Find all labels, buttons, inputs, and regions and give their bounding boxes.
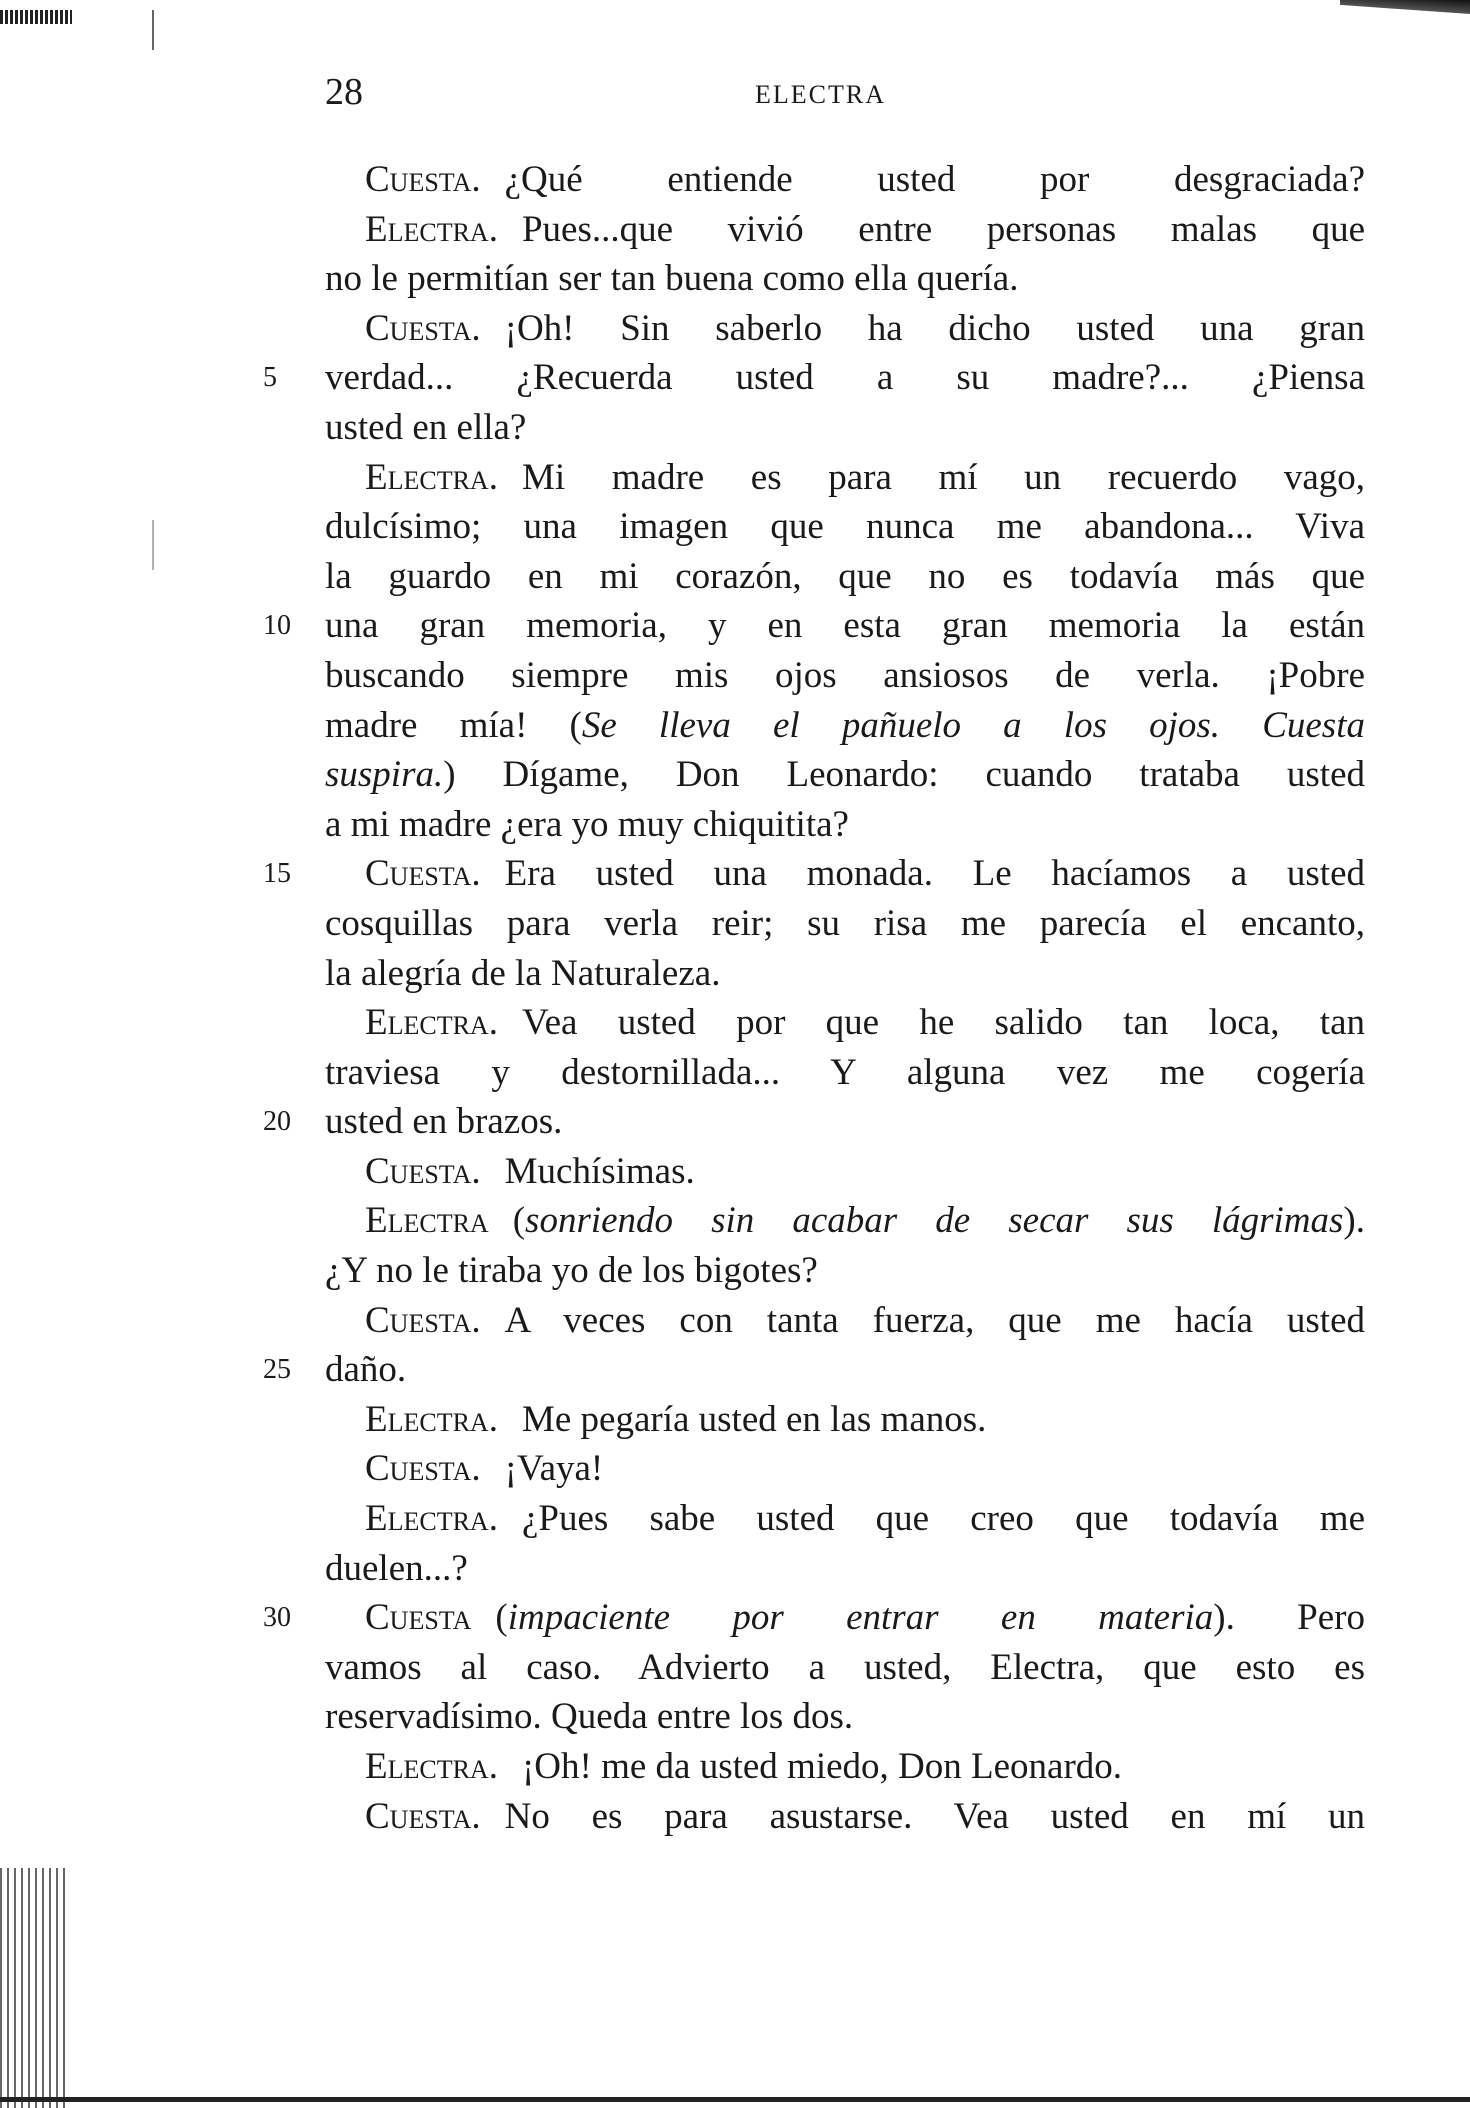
- line-text: No es para asustarse. Vea usted en mí un: [504, 1795, 1365, 1837]
- line-text: daño.: [325, 1349, 407, 1391]
- text-line: [325, 1792, 1365, 1842]
- text-line: [325, 651, 1365, 701]
- speaker-name: Electra.: [365, 208, 498, 250]
- line-number: 10: [263, 610, 291, 642]
- line-text: usted en brazos.: [325, 1101, 563, 1143]
- line-text: una gran memoria, y en esta gran memoria la están: [325, 605, 1365, 647]
- speaker-name: Electra.: [365, 1002, 498, 1044]
- scan-artifact-binding: [0, 1868, 70, 2108]
- line-text: (: [512, 1200, 526, 1242]
- scan-artifact-bottom-edge: [0, 2097, 1470, 2102]
- text-line: [325, 750, 1365, 800]
- stage-direction: suspira.: [325, 754, 444, 796]
- text-line: [325, 502, 1365, 552]
- text-line: [325, 949, 1365, 999]
- line-text: vamos al caso. Advierto a usted, Electra, que esto es: [325, 1646, 1365, 1688]
- line-number: 20: [263, 1106, 291, 1138]
- stage-direction: sonriendo sin acabar de secar sus lágrimas: [525, 1200, 1344, 1242]
- line-text: Mi madre es para mí un recuerdo vago,: [521, 456, 1365, 498]
- line-number: 5: [263, 362, 277, 394]
- text-line: [325, 1494, 1365, 1544]
- speaker-name: Cuesta.: [365, 853, 481, 895]
- text-line: [325, 1444, 1365, 1494]
- text-line: [325, 453, 1365, 503]
- text-line: [263, 1097, 1365, 1147]
- line-text: ).: [1343, 1200, 1365, 1242]
- speaker-name: Electra.: [365, 1498, 498, 1540]
- text-line: [325, 701, 1365, 751]
- text-line: [263, 1593, 1365, 1643]
- text-line: [263, 849, 1365, 899]
- page-number: 28: [325, 71, 363, 113]
- line-text: traviesa y destornillada... Y alguna vez me cogería: [325, 1051, 1365, 1093]
- line-text: A veces con tanta fuerza, que me hacía usted: [504, 1299, 1365, 1341]
- line-text: reservadísimo. Queda entre los dos.: [325, 1696, 854, 1738]
- line-text: dulcísimo; una imagen que nunca me abandona... Viva: [325, 506, 1365, 548]
- line-text: (: [495, 1597, 508, 1639]
- text-line: [325, 1048, 1365, 1098]
- scan-artifact-margin-mark: [152, 10, 154, 50]
- speaker-name: Cuesta.: [365, 1448, 481, 1490]
- text-line: [325, 1246, 1365, 1296]
- line-number: 15: [263, 858, 291, 890]
- running-title: ELECTRA: [755, 80, 886, 109]
- scan-artifact-top-right: [1340, 0, 1470, 14]
- line-text: ¡Oh! me da usted miedo, Don Leonardo.: [521, 1746, 1123, 1787]
- speaker-name: Electra.: [365, 1746, 498, 1787]
- line-text: ¿Y no le tiraba yo de los bigotes?: [325, 1250, 818, 1292]
- text-line: [325, 800, 1365, 850]
- line-number: 25: [263, 1354, 291, 1386]
- text-line: [325, 552, 1365, 602]
- speaker-name: Cuesta.: [365, 1299, 481, 1341]
- scan-artifact-top-left: [0, 10, 72, 24]
- page-body: [263, 155, 1365, 1841]
- text-line: [325, 1196, 1365, 1246]
- line-text: Vea usted por que he salido tan loca, tan: [521, 1002, 1365, 1044]
- speaker-name: Cuesta.: [365, 1795, 481, 1837]
- line-text: Me pegaría usted en las manos.: [521, 1398, 987, 1440]
- line-text: usted en ella?: [325, 406, 527, 448]
- speaker-name: Electra: [365, 1200, 489, 1242]
- text-line: [263, 353, 1365, 403]
- line-text: buscando siempre mis ojos ansiosos de verla. ¡Pobre: [325, 654, 1365, 696]
- text-line: [325, 155, 1365, 205]
- text-line: [263, 601, 1365, 651]
- text-line: [325, 1643, 1365, 1693]
- line-text: cosquillas para verla reir; su risa me parecía el encanto,: [325, 902, 1365, 944]
- line-text: verdad... ¿Recuerda usted a su madre?... ¿Piensa: [325, 357, 1365, 399]
- speaker-name: Electra.: [365, 1398, 498, 1440]
- text-line: [325, 403, 1365, 453]
- line-text: duelen...?: [325, 1547, 468, 1589]
- text-line: [263, 1345, 1365, 1395]
- line-text: ¡Vaya!: [504, 1448, 604, 1490]
- page-header: [325, 70, 1365, 120]
- text-line: [325, 998, 1365, 1048]
- line-text: la alegría de la Naturaleza.: [325, 952, 721, 994]
- line-text: no le permitían ser tan buena como ella quería.: [325, 258, 1019, 300]
- text-line: [325, 304, 1365, 354]
- line-text: ¿Qué entiende usted por desgraciada?: [504, 159, 1365, 200]
- speaker-name: Electra.: [365, 456, 498, 498]
- text-line: [325, 1692, 1365, 1742]
- stage-direction: Se lleva el pañuelo a los ojos. Cuesta: [581, 704, 1365, 746]
- stage-direction: impaciente por entrar en materia: [507, 1597, 1214, 1639]
- line-text: Muchísimas.: [504, 1150, 695, 1192]
- text-line: [325, 1296, 1365, 1346]
- scan-artifact-margin-mark: [152, 520, 154, 570]
- text-line: [325, 254, 1365, 304]
- text-line: [325, 1742, 1365, 1792]
- line-text: Pues...que vivió entre personas malas que: [521, 208, 1365, 250]
- text-line: [325, 899, 1365, 949]
- line-number: 30: [263, 1602, 291, 1634]
- line-text: madre mía! (: [325, 704, 582, 746]
- text-line: [325, 1147, 1365, 1197]
- speaker-name: Cuesta: [365, 1597, 472, 1639]
- line-text: ). Pero: [1213, 1597, 1365, 1639]
- text-line: [325, 1395, 1365, 1445]
- line-text: Era usted una monada. Le hacíamos a usted: [504, 853, 1365, 895]
- text-line: [325, 1544, 1365, 1594]
- speaker-name: Cuesta.: [365, 159, 481, 200]
- line-text: ) Dígame, Don Leonardo: cuando trataba usted: [443, 754, 1365, 796]
- line-text: ¡Oh! Sin saberlo ha dicho usted una gran: [504, 307, 1365, 349]
- text-line: [325, 205, 1365, 255]
- line-text: a mi madre ¿era yo muy chiquitita?: [325, 803, 849, 845]
- speaker-name: Cuesta.: [365, 307, 481, 349]
- speaker-name: Cuesta.: [365, 1150, 481, 1192]
- line-text: ¿Pues sabe usted que creo que todavía me: [521, 1498, 1365, 1540]
- line-text: la guardo en mi corazón, que no es todavía más que: [325, 555, 1365, 597]
